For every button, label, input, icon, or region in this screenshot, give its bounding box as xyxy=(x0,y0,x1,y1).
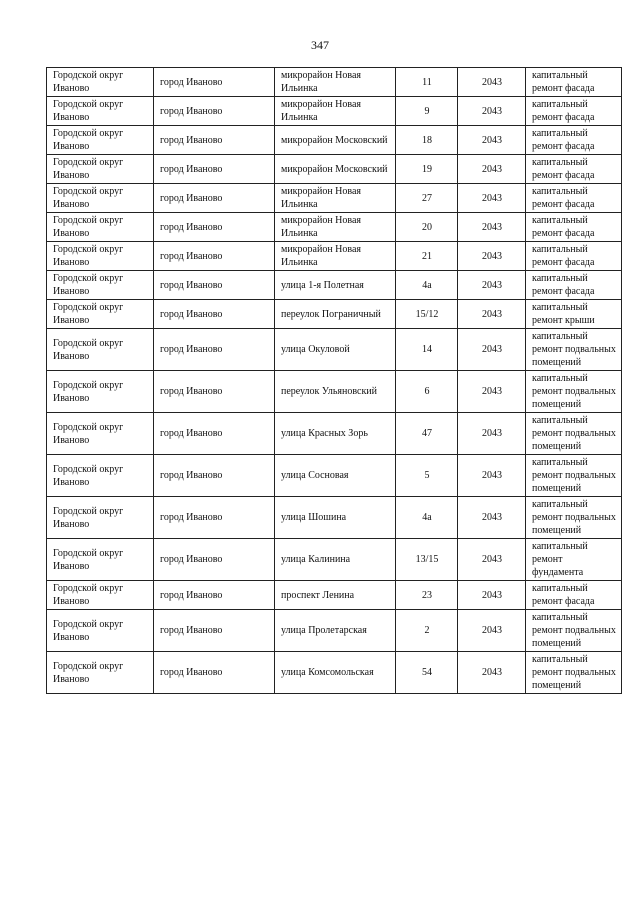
house-number-cell: 9 xyxy=(396,97,458,126)
city-cell: город Иваново xyxy=(154,271,275,300)
work-type-cell: капитальный ремонт фасада xyxy=(526,68,622,97)
city-cell: город Иваново xyxy=(154,97,275,126)
district-cell: Городской округ Иваново xyxy=(47,329,154,371)
house-number-cell: 4а xyxy=(396,497,458,539)
work-type-cell: капитальный ремонт подвальных помещений xyxy=(526,652,622,694)
house-number-cell: 6 xyxy=(396,371,458,413)
page-number: 347 xyxy=(311,38,329,52)
district-cell: Городской округ Иваново xyxy=(47,497,154,539)
house-number-cell: 2 xyxy=(396,610,458,652)
house-number-cell: 13/15 xyxy=(396,539,458,581)
table-row xyxy=(47,242,622,271)
street-cell: микрорайон Новая Ильинка xyxy=(275,242,396,271)
year-cell: 2043 xyxy=(458,610,526,652)
city-cell: город Иваново xyxy=(154,413,275,455)
work-type-cell: капитальный ремонт фасада xyxy=(526,126,622,155)
district-cell: Городской округ Иваново xyxy=(47,610,154,652)
table-row xyxy=(47,610,622,652)
work-type-cell: капитальный ремонт фасада xyxy=(526,97,622,126)
table-row xyxy=(47,300,622,329)
city-cell: город Иваново xyxy=(154,497,275,539)
house-number-cell: 4а xyxy=(396,271,458,300)
house-number-cell: 15/12 xyxy=(396,300,458,329)
work-type-cell: капитальный ремонт подвальных помещений xyxy=(526,371,622,413)
district-cell: Городской округ Иваново xyxy=(47,242,154,271)
year-cell: 2043 xyxy=(458,581,526,610)
street-cell: улица Окуловой xyxy=(275,329,396,371)
year-cell: 2043 xyxy=(458,371,526,413)
house-number-cell: 5 xyxy=(396,455,458,497)
repair-schedule-table xyxy=(46,67,622,694)
work-type-cell: капитальный ремонт подвальных помещений xyxy=(526,329,622,371)
work-type-cell: капитальный ремонт фасада xyxy=(526,271,622,300)
table-row xyxy=(47,68,622,97)
year-cell: 2043 xyxy=(458,184,526,213)
year-cell: 2043 xyxy=(458,242,526,271)
table-row xyxy=(47,455,622,497)
district-cell: Городской округ Иваново xyxy=(47,271,154,300)
street-cell: улица Шошина xyxy=(275,497,396,539)
city-cell: город Иваново xyxy=(154,126,275,155)
house-number-cell: 19 xyxy=(396,155,458,184)
district-cell: Городской округ Иваново xyxy=(47,652,154,694)
city-cell: город Иваново xyxy=(154,652,275,694)
table-row xyxy=(47,213,622,242)
street-cell: микрорайон Новая Ильинка xyxy=(275,213,396,242)
table-row xyxy=(47,539,622,581)
street-cell: переулок Пограничный xyxy=(275,300,396,329)
street-cell: микрорайон Новая Ильинка xyxy=(275,184,396,213)
table-row xyxy=(47,371,622,413)
city-cell: город Иваново xyxy=(154,184,275,213)
city-cell: город Иваново xyxy=(154,329,275,371)
table-body xyxy=(47,68,622,694)
year-cell: 2043 xyxy=(458,97,526,126)
house-number-cell: 21 xyxy=(396,242,458,271)
street-cell: улица Комсомольская xyxy=(275,652,396,694)
year-cell: 2043 xyxy=(458,329,526,371)
street-cell: улица Сосновая xyxy=(275,455,396,497)
house-number-cell: 47 xyxy=(396,413,458,455)
house-number-cell: 27 xyxy=(396,184,458,213)
street-cell: улица Пролетарская xyxy=(275,610,396,652)
city-cell: город Иваново xyxy=(154,581,275,610)
street-cell: улица Калинина xyxy=(275,539,396,581)
house-number-cell: 11 xyxy=(396,68,458,97)
city-cell: город Иваново xyxy=(154,155,275,184)
table-row xyxy=(47,97,622,126)
year-cell: 2043 xyxy=(458,213,526,242)
district-cell: Городской округ Иваново xyxy=(47,539,154,581)
city-cell: город Иваново xyxy=(154,371,275,413)
street-cell: улица 1-я Полетная xyxy=(275,271,396,300)
year-cell: 2043 xyxy=(458,652,526,694)
table-row xyxy=(47,497,622,539)
work-type-cell: капитальный ремонт фасада xyxy=(526,213,622,242)
year-cell: 2043 xyxy=(458,155,526,184)
house-number-cell: 23 xyxy=(396,581,458,610)
city-cell: город Иваново xyxy=(154,610,275,652)
city-cell: город Иваново xyxy=(154,68,275,97)
year-cell: 2043 xyxy=(458,126,526,155)
street-cell: микрорайон Новая Ильинка xyxy=(275,97,396,126)
work-type-cell: капитальный ремонт фундамента xyxy=(526,539,622,581)
year-cell: 2043 xyxy=(458,497,526,539)
house-number-cell: 20 xyxy=(396,213,458,242)
work-type-cell: капитальный ремонт подвальных помещений xyxy=(526,610,622,652)
work-type-cell: капитальный ремонт подвальных помещений xyxy=(526,455,622,497)
street-cell: микрорайон Московский xyxy=(275,126,396,155)
district-cell: Городской округ Иваново xyxy=(47,213,154,242)
work-type-cell: капитальный ремонт фасада xyxy=(526,242,622,271)
work-type-cell: капитальный ремонт подвальных помещений xyxy=(526,413,622,455)
district-cell: Городской округ Иваново xyxy=(47,126,154,155)
street-cell: переулок Ульяновский xyxy=(275,371,396,413)
work-type-cell: капитальный ремонт фасада xyxy=(526,184,622,213)
district-cell: Городской округ Иваново xyxy=(47,371,154,413)
city-cell: город Иваново xyxy=(154,539,275,581)
table-row xyxy=(47,413,622,455)
city-cell: город Иваново xyxy=(154,455,275,497)
table-row xyxy=(47,155,622,184)
city-cell: город Иваново xyxy=(154,213,275,242)
year-cell: 2043 xyxy=(458,271,526,300)
house-number-cell: 18 xyxy=(396,126,458,155)
district-cell: Городской округ Иваново xyxy=(47,581,154,610)
district-cell: Городской округ Иваново xyxy=(47,455,154,497)
district-cell: Городской округ Иваново xyxy=(47,68,154,97)
table-row xyxy=(47,329,622,371)
street-cell: проспект Ленина xyxy=(275,581,396,610)
work-type-cell: капитальный ремонт фасада xyxy=(526,581,622,610)
city-cell: город Иваново xyxy=(154,242,275,271)
table-row xyxy=(47,184,622,213)
work-type-cell: капитальный ремонт крыши xyxy=(526,300,622,329)
street-cell: микрорайон Московский xyxy=(275,155,396,184)
district-cell: Городской округ Иваново xyxy=(47,300,154,329)
house-number-cell: 54 xyxy=(396,652,458,694)
year-cell: 2043 xyxy=(458,68,526,97)
year-cell: 2043 xyxy=(458,539,526,581)
year-cell: 2043 xyxy=(458,413,526,455)
table-row xyxy=(47,652,622,694)
street-cell: микрорайон Новая Ильинка xyxy=(275,68,396,97)
district-cell: Городской округ Иваново xyxy=(47,184,154,213)
house-number-cell: 14 xyxy=(396,329,458,371)
city-cell: город Иваново xyxy=(154,300,275,329)
work-type-cell: капитальный ремонт подвальных помещений xyxy=(526,497,622,539)
year-cell: 2043 xyxy=(458,455,526,497)
table-row xyxy=(47,271,622,300)
work-type-cell: капитальный ремонт фасада xyxy=(526,155,622,184)
table-row xyxy=(47,126,622,155)
year-cell: 2043 xyxy=(458,300,526,329)
district-cell: Городской округ Иваново xyxy=(47,97,154,126)
district-cell: Городской округ Иваново xyxy=(47,413,154,455)
district-cell: Городской округ Иваново xyxy=(47,155,154,184)
table-row xyxy=(47,581,622,610)
street-cell: улица Красных Зорь xyxy=(275,413,396,455)
